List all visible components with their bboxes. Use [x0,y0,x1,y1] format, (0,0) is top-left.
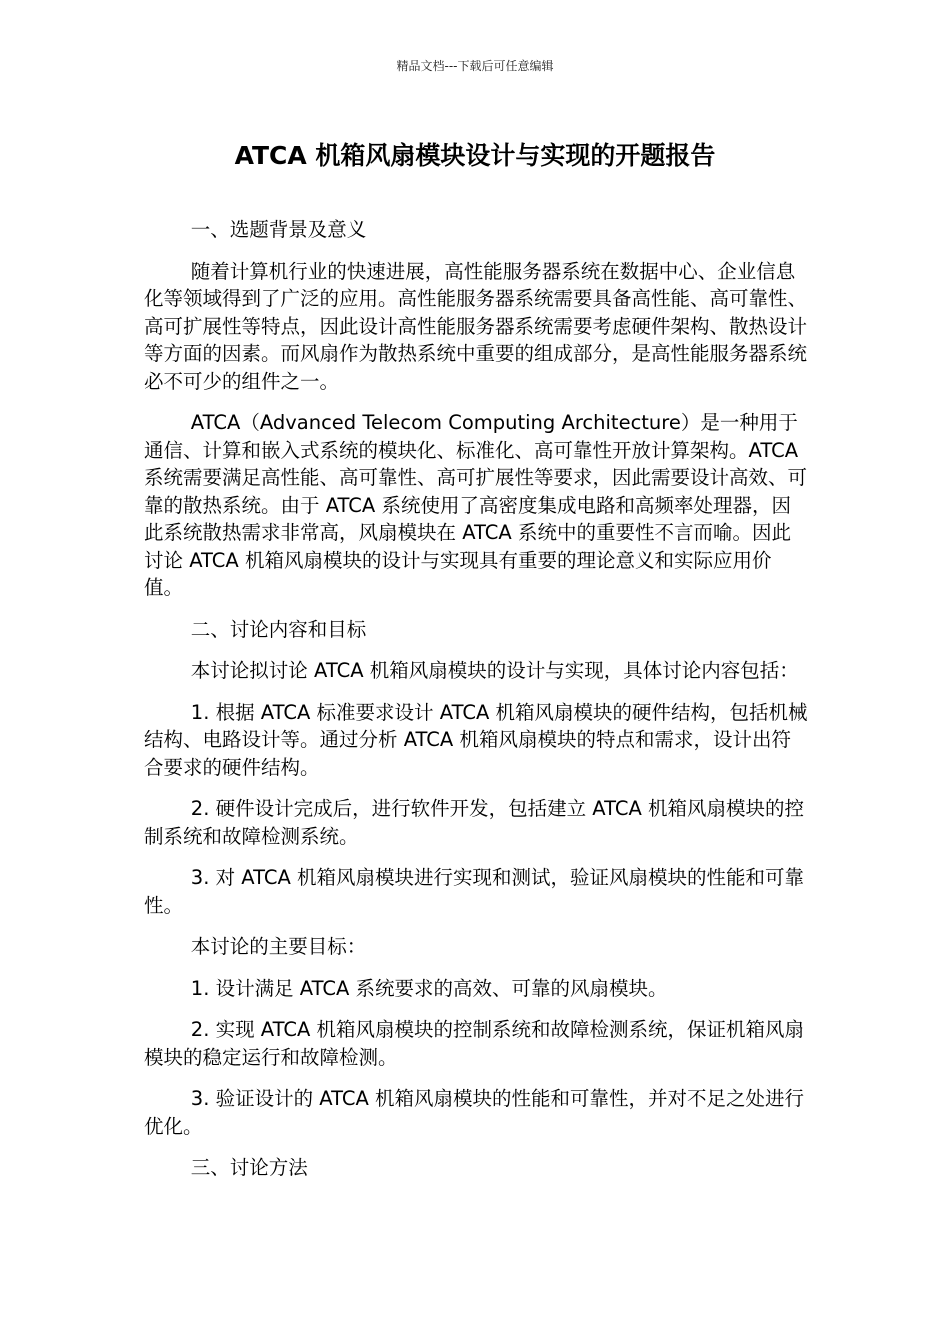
section-heading-methods: 三、讨论方法 [190,1156,308,1179]
paragraph-content-item-2: 2. 硬件设计完成后，进行软件开发，包括建立 ATCA 机箱风扇模块的控制系统和故障检测系统。 [144,797,805,848]
paragraph-goal-2: 2. 实现 ATCA 机箱风扇模块的控制系统和故障检测系统，保证机箱风扇模块的稳定运行和故障检测。 [144,1018,805,1069]
paragraph-content-item-3: 3. 对 ATCA 机箱风扇模块进行实现和测试，验证风扇模块的性能和可靠性。 [144,866,805,917]
paragraph-content-item-1: 1. 根据 ATCA 标准要求设计 ATCA 机箱风扇模块的硬件结构，包括机械结构、电路设计等。通过分析 ATCA 机箱风扇模块的特点和需求，设计出符合要求的硬件结构。 [144,700,808,779]
section-heading-background: 一、选题背景及意义 [190,218,367,241]
paragraph-background-1: 随着计算机行业的快速进展，高性能服务器系统在数据中心、企业信息化等领域得到了广泛的应用。高性能服务器系统需要具备高性能、高可靠性、高可扩展性等特点，因此设计高性能服务器系统需要考虑硬件架构、散热设计等方面的因素。而风扇作为散热系统中重要的组成部分，是高性能服务器系统必不可少的组件之一。 [144,259,808,393]
paragraph-goal-1: 1. 设计满足 ATCA 系统要求的高效、可靠的风扇模块。 [190,976,668,1000]
paragraph-goals-intro: 本讨论的主要目标： [190,935,367,958]
document-body [144,216,809,1196]
document-title: ATCA 机箱风扇模块设计与实现的开题报告 [234,141,716,170]
paragraph-goal-3: 3. 验证设计的 ATCA 机箱风扇模块的性能和可靠性，并对不足之处进行优化。 [144,1087,805,1138]
paragraph-content-intro: 本讨论拟讨论 ATCA 机箱风扇模块的设计与实现，具体讨论内容包括： [190,659,799,682]
page-header-note: 精品文档---下载后可任意编辑 [396,59,554,73]
section-heading-content-goals: 二、讨论内容和目标 [190,617,367,641]
paragraph-background-2: ATCA（Advanced Telecom Computing Architecture）是一种用于通信、计算和嵌入式系统的模块化、标准化、高可靠性开放计算架构。ATCA 系统需要满足高性能、高可靠性、高可扩展性等要求，因此需要设计高效、可靠的散热系统。由于 ATCA 系统使用了高密度集成电路和高频率处理器，因此系统散热需求非常高，风扇模块在 ATCA 系统中的重要性不言而喻。因此讨论 ATCA 机箱风扇模块的设计与实现具有重要的理论意义和实际应用价值。 [144,411,808,599]
